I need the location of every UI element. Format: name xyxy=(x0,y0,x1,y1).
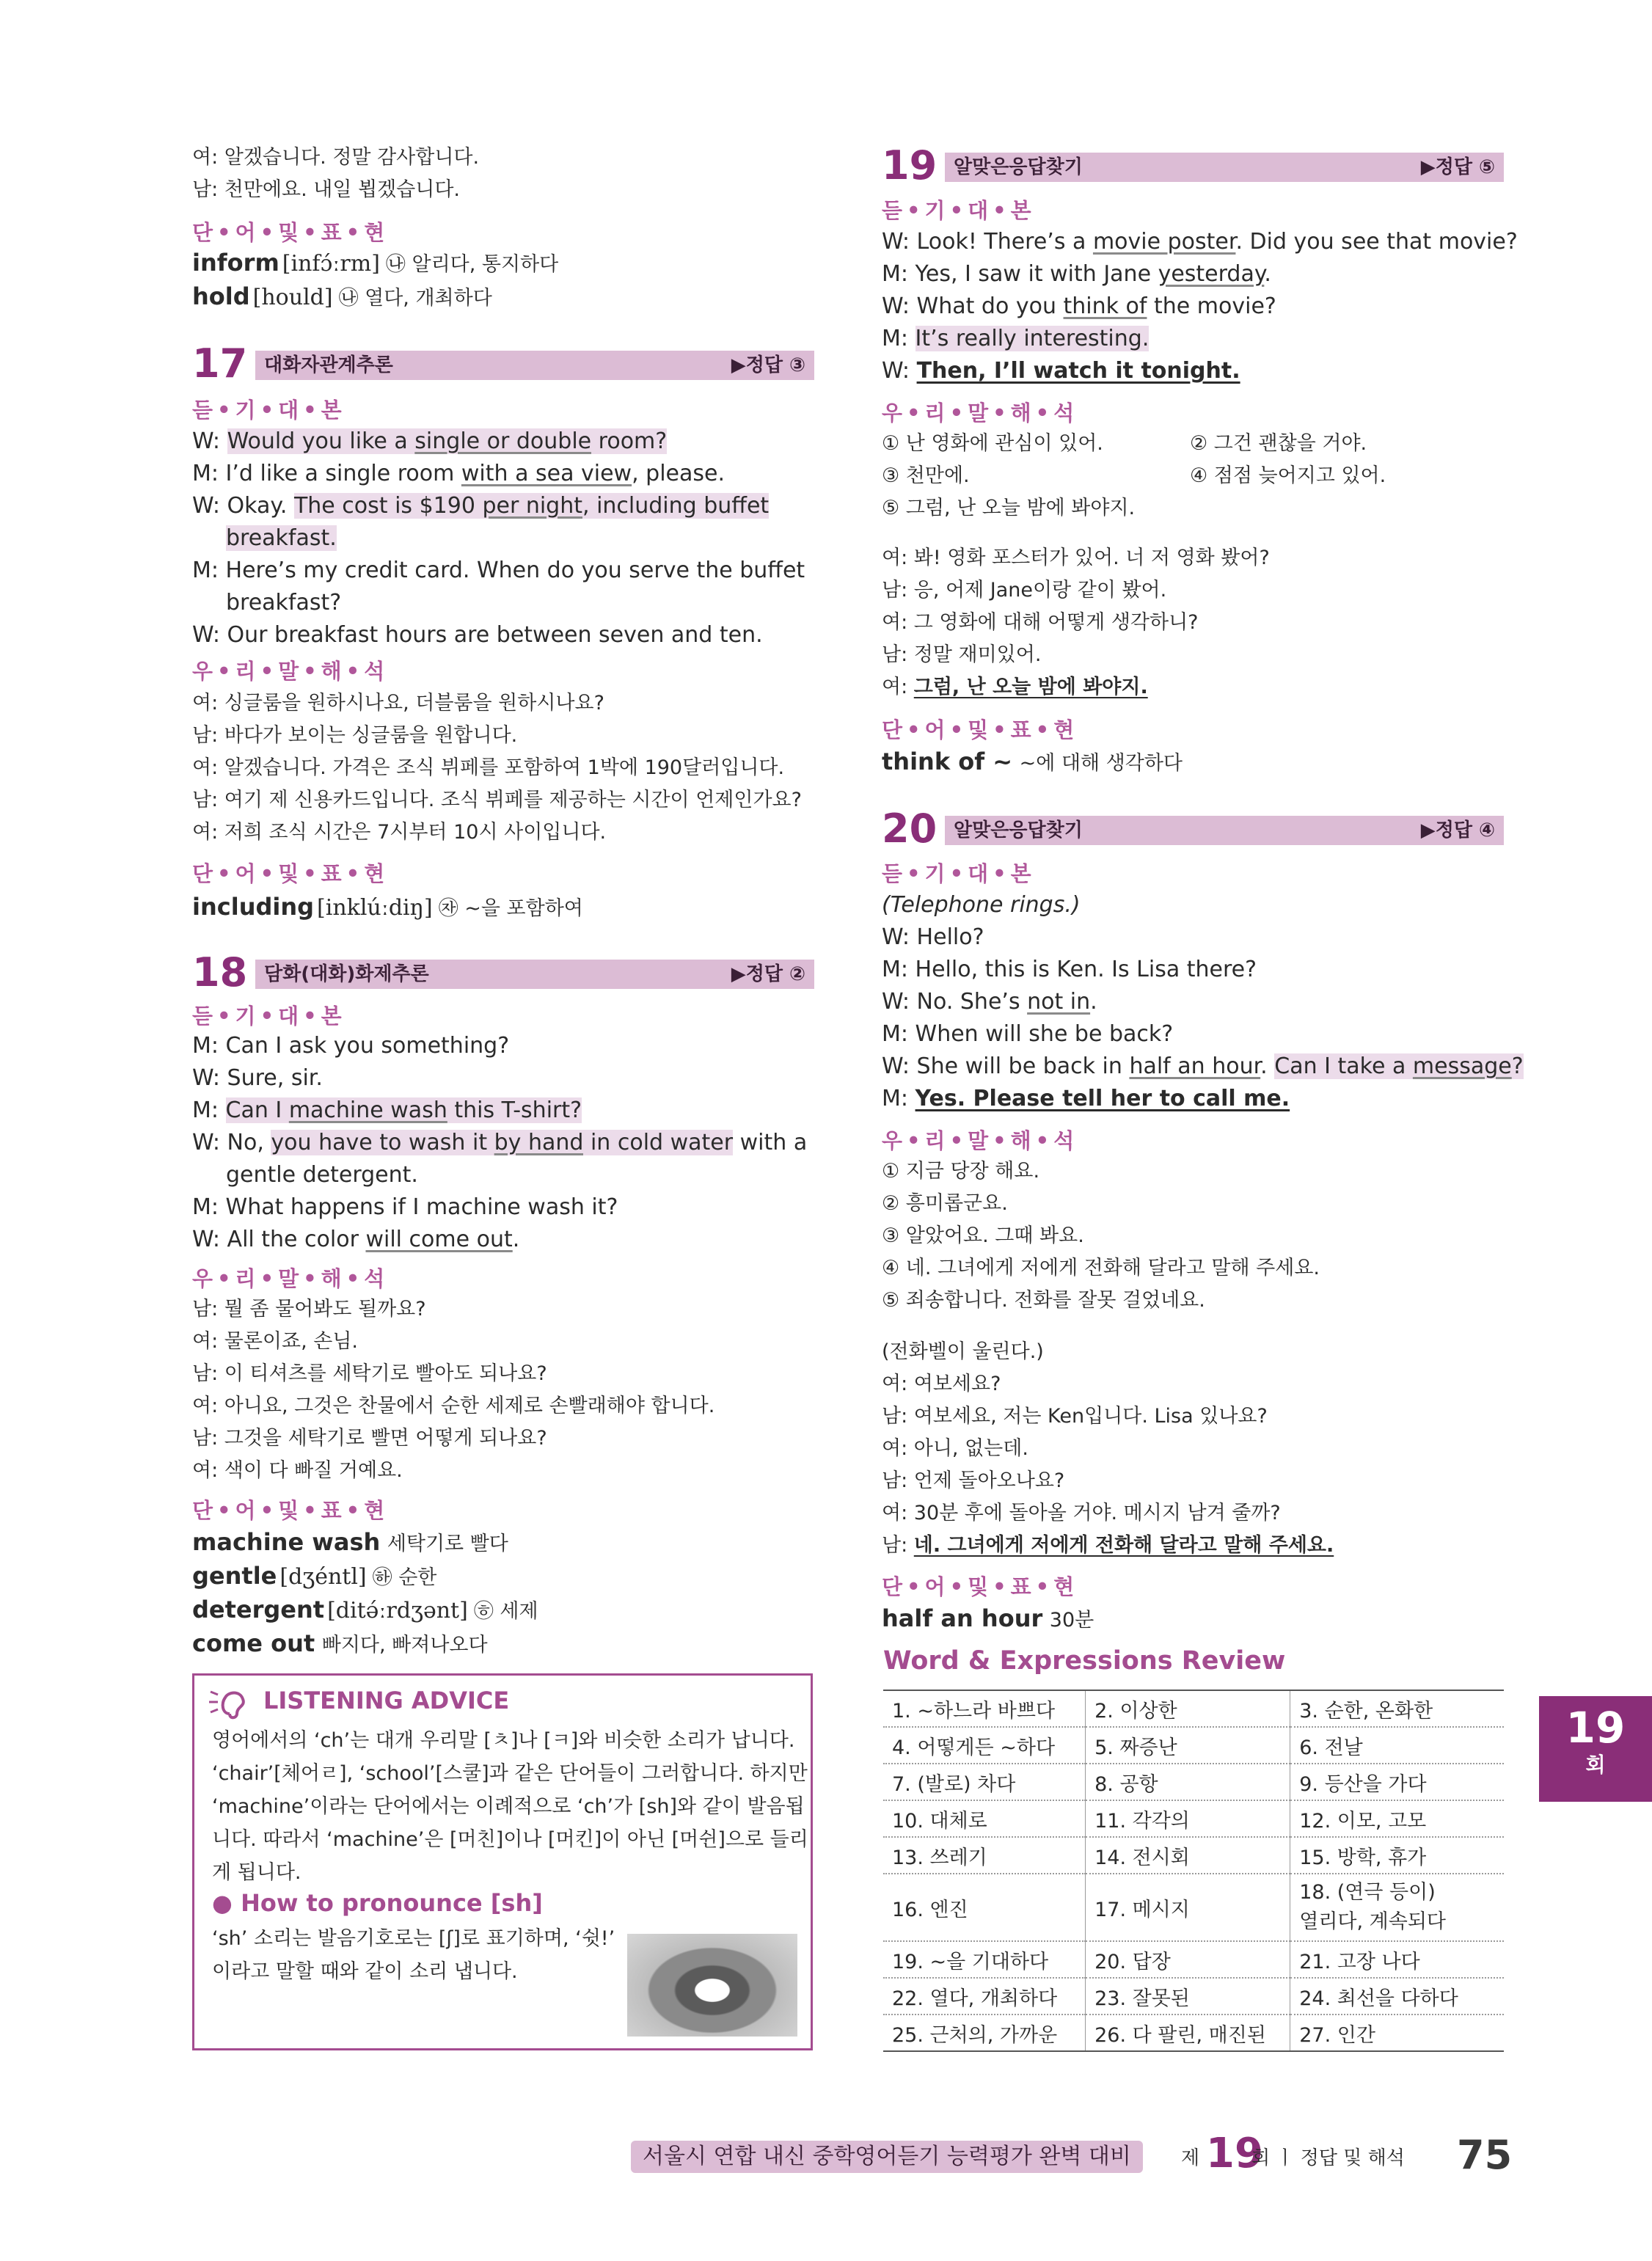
script-text: yesterday xyxy=(1158,261,1265,287)
script-text: room? xyxy=(591,428,668,454)
translation-line: 여: 봐! 영화 포스터가 있어. 너 저 영화 봤어? xyxy=(882,547,1270,569)
review-row xyxy=(883,1764,1504,1800)
vocab-definition: 빠지다, 빠져나오다 xyxy=(321,1634,488,1657)
translation-line: 여: 싱글룸을 원하시나요, 더블룸을 원하시나요? xyxy=(192,692,604,715)
question-type-bar xyxy=(945,816,1504,845)
script-text: All the color xyxy=(220,1227,366,1252)
review-row xyxy=(883,1800,1504,1837)
script-text: (Telephone rings.) xyxy=(882,892,1081,918)
review-table xyxy=(883,1690,1504,2052)
dialogue-translation: 여: 알겠습니다. 정말 감사합니다. xyxy=(192,146,480,169)
vocab-entry xyxy=(192,1526,508,1560)
footer-round-number: 19 xyxy=(1206,2130,1263,2177)
script-text: Yes, I saw it with Jane xyxy=(908,261,1158,287)
translation-line: 여: 물론이죠, 손님. xyxy=(192,1330,359,1353)
footer-section: 회 ㅣ 정답 및 해석 xyxy=(1251,2147,1405,2169)
script-line xyxy=(192,459,725,489)
script-text xyxy=(908,1086,915,1111)
script-text: the movie? xyxy=(1147,293,1276,319)
script-text: machine wash xyxy=(288,1097,447,1123)
script-text xyxy=(219,1097,226,1123)
speaker-label: M: xyxy=(882,326,908,351)
speaker-label: M: xyxy=(192,461,219,486)
review-row xyxy=(883,1874,1504,1941)
translation-line-answer xyxy=(882,1532,1334,1560)
review-cell: 20. 답장 xyxy=(1086,1941,1290,1978)
review-cell: 5. 짜증난 xyxy=(1086,1727,1290,1764)
script-line xyxy=(192,621,763,650)
translation-line: 남: 여기 제 신용카드입니다. 조식 뷔페를 제공하는 시간이 언제인가요? xyxy=(192,789,802,811)
vocab-definition: 세탁기로 빨다 xyxy=(387,1533,508,1555)
script-text: with a xyxy=(733,1130,808,1155)
speaker-label: W: xyxy=(882,1053,910,1079)
speaker-label: W: xyxy=(192,428,221,454)
option: ① 난 영화에 관심이 있어. xyxy=(882,432,1103,455)
translation-line: 남: 정말 재미있어. xyxy=(882,643,1042,666)
script-text: When will she be back? xyxy=(908,1021,1174,1047)
script-text: will come out xyxy=(365,1227,513,1252)
vocab-definition: ㉯ 알리다, 통지하다 xyxy=(385,253,559,276)
translation-line: 여: 저희 조식 시간은 7시부터 10시 사이입니다. xyxy=(192,821,607,844)
script-line xyxy=(882,227,1518,257)
advice-how-title: ● How to pronounce [sh] xyxy=(212,1889,543,1917)
listen-label: 듣•기•대•본 xyxy=(882,198,1036,223)
review-cell: 12. 이모, 고모 xyxy=(1290,1800,1504,1837)
review-row xyxy=(883,1690,1504,1727)
question-type-bar xyxy=(255,960,814,989)
script-text: It’s really interesting. xyxy=(915,326,1150,351)
footer-book-title: 서울시 연합 내신 중학영어듣기 능력평가 완벽 대비 xyxy=(631,2141,1143,2173)
side-tab-label: 회 xyxy=(1585,1753,1606,1777)
review-row xyxy=(883,1727,1504,1764)
script-text: ? xyxy=(1511,1053,1524,1079)
review-cell: 22. 열다, 개최하다 xyxy=(883,1978,1086,2015)
vocab-word: inform xyxy=(192,249,279,277)
speaker-label: M: xyxy=(882,1086,908,1111)
review-row xyxy=(883,1941,1504,1978)
speaker-label: M: xyxy=(192,1194,219,1220)
vocab-pronunciation: [infɔ́ːrm] xyxy=(282,251,380,277)
translation-line: 여: 그 영화에 대해 어떻게 생각하니? xyxy=(882,611,1199,634)
script-text: Hello? xyxy=(910,924,984,950)
question-header xyxy=(882,807,1504,851)
script-text: you have to wash it xyxy=(271,1130,494,1155)
answer-key: ▶정답 ② xyxy=(731,963,805,985)
translation-line: 여: 알겠습니다. 가격은 조식 뷔페를 포함하여 1박에 190달러입니다. xyxy=(192,756,785,779)
speaker-label: W: xyxy=(882,924,910,950)
vocab-definition: ~에 대해 생각하다 xyxy=(1019,752,1183,775)
question-type: 대화자관계추론 xyxy=(264,354,393,376)
question-type: 담화(대화)화제추론 xyxy=(264,963,429,985)
script-text: not in xyxy=(1027,989,1091,1015)
review-cell: 14. 전시회 xyxy=(1086,1837,1290,1874)
speaker-label: M: xyxy=(192,558,219,583)
vocab-definition: ㉭ 세제 xyxy=(473,1600,538,1623)
vocab-label: 단•어•및•표•현 xyxy=(882,717,1079,742)
script-line xyxy=(882,955,1257,985)
speaker-label: M: xyxy=(192,1033,219,1059)
speaker-label: M: xyxy=(882,261,908,287)
option: ④ 네. 그녀에게 저에게 전화해 달라고 말해 주세요. xyxy=(882,1257,1320,1279)
answer-key: ▶정답 ④ xyxy=(1420,819,1495,841)
translation-label: 우•리•말•해•석 xyxy=(882,1128,1079,1153)
speaker-label: W: xyxy=(192,1065,221,1091)
translation-line: (전화벨이 울린다.) xyxy=(882,1340,1044,1363)
translation-line: 남: 언제 돌아오나요? xyxy=(882,1469,1065,1492)
question-number: 18 xyxy=(192,949,248,996)
review-cell: 1. ~하느라 바쁘다 xyxy=(883,1690,1086,1727)
script-text: Can I take a xyxy=(1274,1053,1413,1079)
script-text xyxy=(220,428,227,454)
script-line xyxy=(192,1193,618,1222)
option: ② 흥미롭군요. xyxy=(882,1192,1008,1215)
script-line xyxy=(882,891,1081,920)
review-cell: 10. 대체로 xyxy=(883,1800,1086,1837)
script-line xyxy=(882,923,984,952)
script-text: She will be back in xyxy=(910,1053,1130,1079)
script-line xyxy=(192,1064,323,1093)
script-text: Would you like a xyxy=(227,428,415,454)
translation-line: 여: 아니, 없는데. xyxy=(882,1437,1028,1460)
script-text: Yes. Please tell her to call me. xyxy=(915,1086,1290,1111)
listen-label: 듣•기•대•본 xyxy=(192,398,346,423)
script-text: half an hour xyxy=(1129,1053,1261,1079)
script-text: The cost is $190 xyxy=(293,493,483,519)
vocab-word: think of ~ xyxy=(882,748,1013,775)
translation-line: 여: 30분 후에 돌아올 거야. 메시지 남겨 줄까? xyxy=(882,1502,1281,1524)
answer-key: ▶정답 ⑤ xyxy=(1420,156,1495,178)
vocab-pronunciation: [inklúːdiŋ] xyxy=(317,895,433,921)
review-cell: 24. 최선을 다하다 xyxy=(1290,1978,1504,2015)
review-cell: 15. 방학, 휴가 xyxy=(1290,1837,1504,1874)
listening-advice-box xyxy=(192,1673,813,2050)
advice-how-line: ‘sh’ 소리는 발음기호로는 [ʃ]로 표기하며, ‘쉿!’ xyxy=(212,1927,615,1950)
script-text: , please. xyxy=(632,461,726,486)
review-cell: 9. 등산을 가다 xyxy=(1290,1764,1504,1800)
vocab-entry xyxy=(192,246,558,281)
vocab-word: gentle xyxy=(192,1562,277,1590)
advice-line: ‘machine’이라는 단어에서는 이례적으로 ‘ch’가 [sh]와 같이 발음됩 xyxy=(212,1795,805,1818)
vocab-word: including xyxy=(192,893,315,921)
vocab-label: 단•어•및•표•현 xyxy=(192,1498,390,1523)
answer-sentence: 그럼, 난 오늘 밤에 봐야지. xyxy=(913,676,1148,698)
vocab-label: 단•어•및•표•현 xyxy=(882,1574,1079,1599)
listen-label: 듣•기•대•본 xyxy=(192,1004,346,1029)
question-header xyxy=(192,951,814,995)
script-text: in cold water xyxy=(583,1130,734,1155)
translation-line: 여: 색이 다 빠질 거예요. xyxy=(192,1459,403,1482)
listen-label: 듣•기•대•본 xyxy=(882,861,1036,886)
review-cell: 4. 어떻게든 ~하다 xyxy=(883,1727,1086,1764)
review-cell: 11. 각각의 xyxy=(1086,1800,1290,1837)
answer-sentence: 네. 그녀에게 저에게 전화해 달라고 말해 주세요. xyxy=(913,1534,1334,1557)
script-text: breakfast? xyxy=(226,590,342,616)
speaker-label: W: xyxy=(192,1130,221,1155)
script-text: single or double xyxy=(414,428,592,454)
review-row xyxy=(883,1837,1504,1874)
script-text: gentle detergent. xyxy=(226,1162,418,1188)
script-text: Our breakfast hours are between seven and ten. xyxy=(220,622,763,648)
option: ⑤ 죄송합니다. 전화를 잘못 걸었네요. xyxy=(882,1289,1205,1312)
script-text: . xyxy=(1090,989,1097,1015)
vocab-word: half an hour xyxy=(882,1604,1043,1632)
mouth-photo xyxy=(627,1934,797,2037)
script-line xyxy=(882,324,1149,354)
speaker-label: W: xyxy=(192,493,221,519)
review-cell: 25. 근처의, 가까운 xyxy=(883,2015,1086,2051)
review-cell: 13. 쓰레기 xyxy=(883,1837,1086,1874)
review-cell: 26. 다 팔린, 매진된 xyxy=(1086,2015,1290,2051)
vocab-definition: ㉶ ~을 포함하여 xyxy=(438,897,583,920)
script-text: . xyxy=(1264,261,1271,287)
script-text: by hand xyxy=(494,1130,584,1155)
review-cell: 8. 공항 xyxy=(1086,1764,1290,1800)
page-number: 75 xyxy=(1457,2132,1513,2178)
script-text: Then, I’ll watch it tonight. xyxy=(916,358,1240,384)
script-line xyxy=(226,588,341,618)
script-line xyxy=(882,292,1276,321)
review-cell: 3. 순한, 온화한 xyxy=(1290,1690,1504,1727)
question-header xyxy=(882,144,1504,188)
script-text: with a sea view xyxy=(461,461,632,486)
vocab-label: 단•어•및•표•현 xyxy=(192,220,390,245)
option: ④ 점점 늦어지고 있어. xyxy=(1190,464,1386,487)
vocab-entry xyxy=(882,745,1183,780)
script-text xyxy=(910,358,917,384)
translation-line: 여: 여보세요? xyxy=(882,1373,1001,1395)
advice-line: 게 됩니다. xyxy=(212,1861,301,1884)
script-line xyxy=(192,427,667,456)
question-number: 17 xyxy=(192,340,248,387)
option: ① 지금 당장 해요. xyxy=(882,1160,1040,1183)
question-number: 20 xyxy=(882,806,938,852)
vocab-word: hold xyxy=(192,282,250,310)
script-text: Can I xyxy=(225,1097,289,1123)
vocab-entry xyxy=(192,1593,538,1628)
vocab-definition: 30분 xyxy=(1049,1609,1094,1632)
script-line xyxy=(882,357,1240,386)
script-text: . Did you see that movie? xyxy=(1235,229,1518,255)
script-line xyxy=(192,556,805,585)
vocab-pronunciation: [ditə́ːrdʒənt] xyxy=(327,1598,468,1623)
script-text: Can I ask you something? xyxy=(219,1033,510,1059)
review-title: Word & Expressions Review xyxy=(883,1646,1286,1676)
vocab-entry xyxy=(192,280,492,315)
script-text: movie poster xyxy=(1092,229,1236,255)
script-text: think of xyxy=(1063,293,1147,319)
translation-line: 남: 여보세요, 저는 Ken입니다. Lisa 있나요? xyxy=(882,1405,1268,1428)
translation-line-answer xyxy=(882,673,1148,701)
vocab-entry xyxy=(192,1627,488,1662)
script-text: Hello, this is Ken. Is Lisa there? xyxy=(908,957,1257,982)
review-cell: 6. 전날 xyxy=(1290,1727,1504,1764)
script-text: breakfast. xyxy=(226,525,337,551)
speaker-label: W: xyxy=(192,1227,221,1252)
option: ② 그건 괜찮을 거야. xyxy=(1190,432,1367,455)
script-text: No, xyxy=(220,1130,271,1155)
script-text: . xyxy=(512,1227,520,1252)
script-line xyxy=(882,260,1271,289)
vocab-entry xyxy=(882,1602,1094,1637)
review-cell: 19. ~을 기대하다 xyxy=(883,1941,1086,1978)
footer-je: 제 xyxy=(1181,2147,1200,2169)
review-cell: 17. 메시지 xyxy=(1086,1874,1290,1941)
script-line xyxy=(882,1052,1524,1081)
vocab-entry xyxy=(192,891,583,925)
script-text: What happens if I machine wash it? xyxy=(219,1194,618,1220)
dialogue-translation: 남: 천만에요. 내일 뵙겠습니다. xyxy=(192,178,460,201)
speaker-label: W: xyxy=(192,622,221,648)
script-line xyxy=(192,1031,509,1061)
translation-label: 우•리•말•해•석 xyxy=(192,1266,390,1291)
review-cell: 16. 엔진 xyxy=(883,1874,1086,1941)
vocab-label: 단•어•및•표•현 xyxy=(192,861,390,886)
side-tab-number: 19 xyxy=(1565,1703,1626,1753)
translation-label: 우•리•말•해•석 xyxy=(882,401,1079,425)
script-text: Sure, sir. xyxy=(220,1065,323,1091)
speaker-label: M: xyxy=(882,1021,908,1047)
speaker-label: 여: xyxy=(882,676,914,698)
advice-line: 니다. 따라서 ‘machine’은 [머친]이나 [머킨]이 아닌 [머쉰]으로 들리 xyxy=(212,1828,808,1851)
advice-how-line: 이라고 말할 때와 같이 소리 냅니다. xyxy=(212,1960,518,1983)
script-line xyxy=(192,1096,582,1125)
advice-line: ‘chair’[체어ㄹ], ‘school’[스쿨]과 같은 단어들이 그러합니다. 하지만 xyxy=(212,1762,808,1785)
script-text: Look! There’s a xyxy=(910,229,1093,255)
review-cell: 18. (연극 등이) 열리다, 계속되다 xyxy=(1290,1874,1504,1941)
script-text: What do you xyxy=(910,293,1064,319)
translation-line: 남: 뭘 좀 물어봐도 될까요? xyxy=(192,1298,426,1321)
advice-line: 영어에서의 ‘ch’는 대개 우리말 [ㅊ]나 [ㅋ]와 비슷한 소리가 납니다. xyxy=(212,1729,795,1752)
translation-line: 남: 그것을 세탁기로 빨면 어떻게 되나요? xyxy=(192,1427,547,1450)
option: ③ 알았어요. 그때 봐요. xyxy=(882,1224,1084,1247)
advice-title: LISTENING ADVICE xyxy=(263,1687,510,1714)
script-line xyxy=(192,1225,519,1254)
translation-line: 남: 응, 어제 Jane이랑 같이 봤어. xyxy=(882,579,1167,602)
script-text: Here’s my credit card. When do you serve the buffet xyxy=(219,558,805,583)
review-cell: 23. 잘못된 xyxy=(1086,1978,1290,2015)
script-line xyxy=(192,1128,807,1158)
question-number: 19 xyxy=(882,142,938,189)
script-line xyxy=(882,987,1097,1017)
translation-line: 남: 이 티셔츠를 세탁기로 빨아도 되나요? xyxy=(192,1362,547,1385)
script-line xyxy=(226,524,337,553)
translation-line: 남: 바다가 보이는 싱글룸을 원합니다. xyxy=(192,724,518,747)
script-text: . xyxy=(1260,1053,1275,1079)
script-line xyxy=(882,1084,1290,1114)
vocab-word: detergent xyxy=(192,1596,325,1623)
question-type: 알맞은응답찾기 xyxy=(954,156,1083,178)
script-text: I’d like a single room xyxy=(219,461,461,486)
vocab-word: machine wash xyxy=(192,1528,381,1556)
speaker-label: M: xyxy=(882,957,908,982)
vocab-definition: ㉻ 순한 xyxy=(372,1566,437,1589)
vocab-word: come out xyxy=(192,1629,315,1657)
vocab-definition: ㉯ 열다, 개최하다 xyxy=(338,287,492,310)
script-text: message xyxy=(1412,1053,1512,1079)
script-text xyxy=(908,326,915,351)
speaker-label: M: xyxy=(192,1097,219,1123)
answer-key: ▶정답 ③ xyxy=(731,354,805,376)
footer xyxy=(631,2130,1513,2178)
speaker-label: W: xyxy=(882,229,910,255)
script-text: per night xyxy=(482,493,582,519)
review-row xyxy=(883,2015,1504,2051)
speaker-label: W: xyxy=(882,358,910,384)
ear-icon xyxy=(208,1681,255,1721)
question-header xyxy=(192,342,814,386)
script-text: Okay. xyxy=(220,493,294,519)
script-line xyxy=(192,492,769,521)
speaker-label: W: xyxy=(882,989,910,1015)
review-cell: 7. (발로) 차다 xyxy=(883,1764,1086,1800)
script-line xyxy=(226,1161,418,1190)
script-text: , including buffet xyxy=(582,493,770,519)
option: ⑤ 그럼, 난 오늘 밤에 봐야지. xyxy=(882,497,1136,519)
question-type: 알맞은응답찾기 xyxy=(954,819,1083,841)
side-tab[interactable] xyxy=(1539,1696,1652,1802)
review-cell: 2. 이상한 xyxy=(1086,1690,1290,1727)
speaker-label: 남: xyxy=(882,1534,914,1557)
vocab-pronunciation: [hould] xyxy=(252,285,333,310)
question-type-bar xyxy=(255,351,814,380)
script-text: No. She’s xyxy=(910,989,1028,1015)
review-cell: 21. 고장 나다 xyxy=(1290,1941,1504,1978)
vocab-pronunciation: [dʒéntl] xyxy=(279,1564,367,1590)
question-type-bar xyxy=(945,153,1504,182)
review-cell: 27. 인간 xyxy=(1290,2015,1504,2051)
speaker-label: W: xyxy=(882,293,910,319)
review-row xyxy=(883,1978,1504,2015)
vocab-entry xyxy=(192,1560,436,1594)
translation-line: 여: 아니요, 그것은 찬물에서 순한 세제로 손빨래해야 합니다. xyxy=(192,1395,715,1417)
script-line xyxy=(882,1020,1173,1049)
translation-label: 우•리•말•해•석 xyxy=(192,659,390,684)
option: ③ 천만에. xyxy=(882,464,970,487)
script-text: this T-shirt? xyxy=(447,1097,582,1123)
